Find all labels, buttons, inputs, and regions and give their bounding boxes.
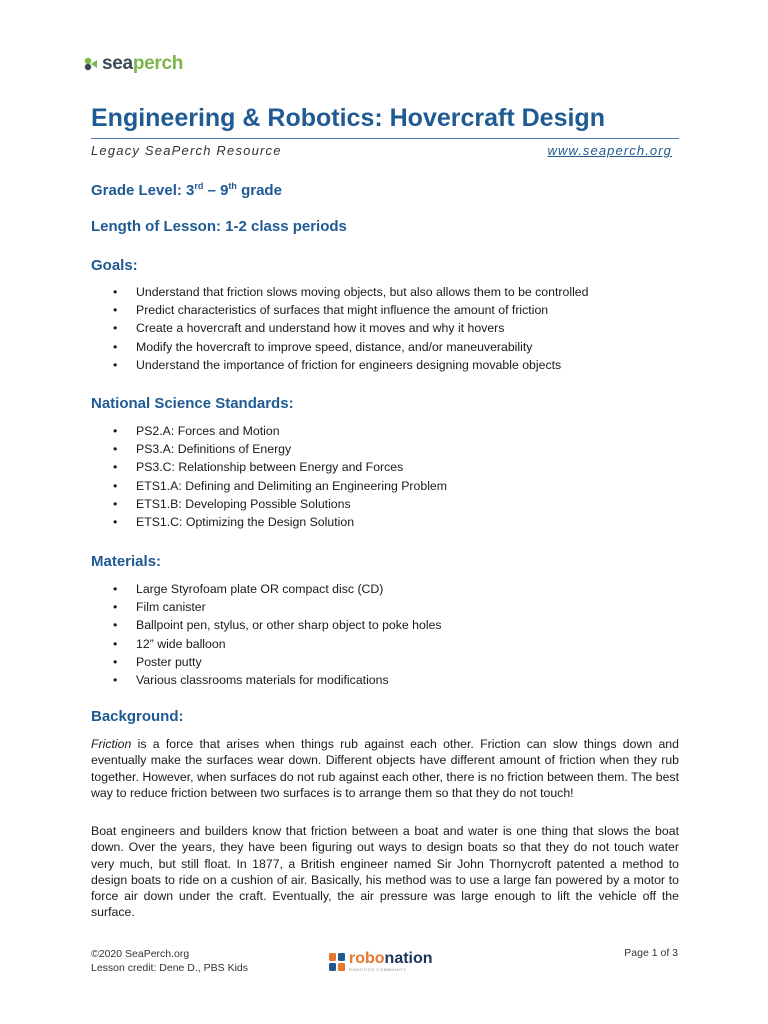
grade-level-heading: Grade Level: 3rd – 9th grade: [91, 181, 282, 199]
goals-heading: Goals:: [91, 257, 138, 274]
seaperch-logo: [83, 53, 183, 75]
list-item: • Understand that friction slows moving objects, but also allows them to be controlled: [91, 283, 681, 301]
robonation-mark-icon: [328, 952, 346, 972]
robonation-wordmark: robonation: [349, 950, 433, 967]
materials-list: [91, 580, 681, 689]
list-item: • Create a hovercraft and understand how it moves and why it hovers: [91, 319, 681, 337]
standards-list: [91, 422, 681, 531]
list-item: • Ballpoint pen, stylus, or other sharp object to poke holes: [91, 616, 681, 634]
lesson-length-heading: Length of Lesson: 1-2 class periods: [91, 218, 347, 235]
list-item: • PS2.A: Forces and Motion: [91, 422, 681, 440]
list-item: • Understand the importance of friction for engineers designing movable objects: [91, 356, 681, 374]
website-link[interactable]: www.seaperch.org: [547, 143, 672, 158]
background-paragraph-1: Friction is a force that arises when things rub against each other. Friction can slow things down and eventually make the surfaces wear down. Different objects have different amount of friction when they rub together. However, when surfaces do not rub against each other, there is no friction between them. The best way to reduce friction between two surfaces is to arrange them so that they do not touch!: [91, 737, 679, 800]
footer-credits: [91, 947, 248, 975]
standards-heading: National Science Standards:: [91, 395, 294, 412]
goals-list: [91, 283, 681, 374]
friction-term: Friction: [91, 737, 132, 751]
copyright: ©2020 SeaPerch.org: [91, 948, 190, 960]
background-paragraph-2: Boat engineers and builders know that friction between a boat and water is one thing that slows the boat down. Over the years, they have been figuring out ways to design boats so that they do not touch water very much, but still float. In 1877, a British engineer named Sir John Thornycroft patented a method to design boats to ride on a cushion of air. Basically, his method was to use a large fan powered by a motor to force air down under the craft. Eventually, the air pressure was large enough to lift the vehicle off the surface.: [91, 824, 679, 920]
seaperch-wordmark: seaperch: [102, 53, 184, 74]
robonation-logo: [328, 952, 433, 972]
page-number: Page 1 of 3: [624, 947, 678, 959]
background-heading: Background:: [91, 708, 184, 725]
list-item: • Predict characteristics of surfaces that might influence the amount of friction: [91, 301, 681, 319]
list-item: • ETS1.C: Optimizing the Design Solution: [91, 513, 681, 531]
materials-heading: Materials:: [91, 553, 162, 570]
list-item: • Film canister: [91, 598, 681, 616]
list-item: • ETS1.B: Developing Possible Solutions: [91, 495, 681, 513]
page-title: Engineering & Robotics: Hovercraft Design: [91, 104, 605, 132]
list-item: • PS3.C: Relationship between Energy and Forces: [91, 458, 681, 476]
list-item: • ETS1.A: Defining and Delimiting an Engineering Problem: [91, 477, 681, 495]
list-item: • Poster putty: [91, 653, 681, 671]
subtitle: Legacy SeaPerch Resource: [91, 143, 282, 158]
list-item: • 12” wide balloon: [91, 635, 681, 653]
lesson-credit: Lesson credit: Dene D., PBS Kids: [91, 962, 248, 974]
list-item: • Large Styrofoam plate OR compact disc (CD): [91, 580, 681, 598]
robonation-tagline: ROBOTICS COMMUNITY: [349, 967, 407, 972]
list-item: • Various classrooms materials for modifications: [91, 671, 681, 689]
seaperch-fish-icon: [83, 56, 99, 72]
list-item: • Modify the hovercraft to improve speed, distance, and/or maneuverability: [91, 338, 681, 356]
list-item: • PS3.A: Definitions of Energy: [91, 440, 681, 458]
title-divider: [91, 138, 679, 139]
